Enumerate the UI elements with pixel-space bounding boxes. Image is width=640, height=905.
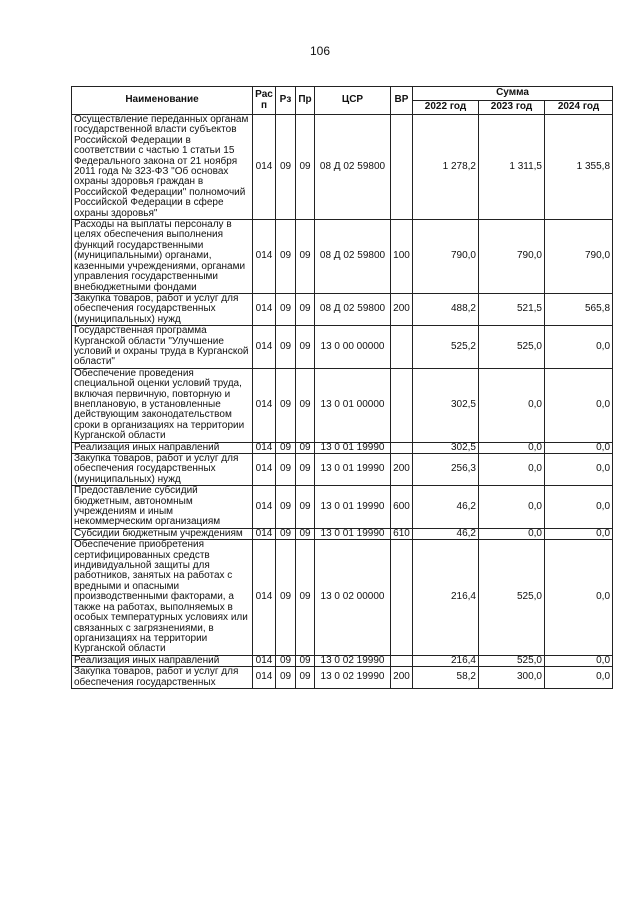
cell-2023: 0,0 <box>479 368 545 442</box>
cell-pr: 09 <box>296 293 315 325</box>
cell-pr: 09 <box>296 528 315 539</box>
cell-csr: 08 Д 02 59800 <box>315 115 391 220</box>
cell-2022: 488,2 <box>413 293 479 325</box>
cell-name: Закупка товаров, работ и услуг для обеспечения государственных <box>72 667 253 689</box>
cell-rz: 09 <box>276 442 296 453</box>
cell-2024: 0,0 <box>545 326 613 369</box>
cell-2024: 1 355,8 <box>545 115 613 220</box>
table-row <box>72 667 613 689</box>
cell-vr <box>391 368 413 442</box>
cell-2024: 0,0 <box>545 368 613 442</box>
cell-2024: 0,0 <box>545 655 613 666</box>
cell-2023: 525,0 <box>479 326 545 369</box>
cell-rasp: 014 <box>253 667 276 689</box>
cell-rasp: 014 <box>253 220 276 294</box>
page-number: 106 <box>309 44 331 58</box>
cell-vr <box>391 326 413 369</box>
cell-vr <box>391 540 413 655</box>
cell-vr: 200 <box>391 293 413 325</box>
table-row <box>72 293 613 325</box>
cell-vr <box>391 655 413 666</box>
header-2023: 2023 год <box>479 101 545 115</box>
header-name: Наименование <box>72 87 253 115</box>
cell-2022: 1 278,2 <box>413 115 479 220</box>
cell-2023: 300,0 <box>479 667 545 689</box>
cell-2024: 0,0 <box>545 540 613 655</box>
header-pr: Пр <box>296 87 315 115</box>
table-row <box>72 115 613 220</box>
cell-2022: 790,0 <box>413 220 479 294</box>
cell-rz: 09 <box>276 667 296 689</box>
header-vr: ВР <box>391 87 413 115</box>
cell-2023: 0,0 <box>479 528 545 539</box>
cell-csr: 13 0 02 19990 <box>315 655 391 666</box>
cell-2022: 302,5 <box>413 442 479 453</box>
cell-rz: 09 <box>276 115 296 220</box>
cell-2023: 0,0 <box>479 454 545 486</box>
cell-csr: 13 0 00 00000 <box>315 326 391 369</box>
cell-pr: 09 <box>296 442 315 453</box>
cell-rz: 09 <box>276 528 296 539</box>
budget-table <box>71 86 613 689</box>
cell-pr: 09 <box>296 115 315 220</box>
cell-rasp: 014 <box>253 454 276 486</box>
cell-2024: 0,0 <box>545 486 613 529</box>
cell-pr: 09 <box>296 454 315 486</box>
cell-vr: 610 <box>391 528 413 539</box>
cell-2022: 58,2 <box>413 667 479 689</box>
cell-rasp: 014 <box>253 442 276 453</box>
cell-rz: 09 <box>276 486 296 529</box>
cell-csr: 13 0 01 19990 <box>315 528 391 539</box>
cell-vr: 200 <box>391 454 413 486</box>
cell-2022: 525,2 <box>413 326 479 369</box>
cell-2023: 0,0 <box>479 442 545 453</box>
cell-2022: 46,2 <box>413 528 479 539</box>
cell-2024: 0,0 <box>545 667 613 689</box>
cell-name: Реализация иных направлений <box>72 442 253 453</box>
cell-name: Предоставление субсидий бюджетным, автономным учреждениям и иным некоммерческим организациям <box>72 486 253 529</box>
cell-rasp: 014 <box>253 655 276 666</box>
cell-2023: 525,0 <box>479 655 545 666</box>
cell-pr: 09 <box>296 220 315 294</box>
table-row <box>72 326 613 369</box>
cell-rasp: 014 <box>253 368 276 442</box>
cell-pr: 09 <box>296 326 315 369</box>
cell-2023: 790,0 <box>479 220 545 294</box>
cell-csr: 13 0 01 19990 <box>315 486 391 529</box>
table-row <box>72 486 613 529</box>
cell-2023: 521,5 <box>479 293 545 325</box>
cell-rasp: 014 <box>253 326 276 369</box>
header-csr: ЦСР <box>315 87 391 115</box>
cell-name: Обеспечение приобретения сертифицированных средств индивидуальной защиты для работников, занятых на работах с вредными и опасными производственными факторами, а также на работах, выполняемых в особых температурных условиях или связанных с загрязнениями, в организациях на территории Курганской области <box>72 540 253 655</box>
cell-2024: 565,8 <box>545 293 613 325</box>
cell-name: Закупка товаров, работ и услуг для обеспечения государственных (муниципальных) нужд <box>72 454 253 486</box>
header-rz: Рз <box>276 87 296 115</box>
cell-2024: 0,0 <box>545 454 613 486</box>
table-row <box>72 655 613 666</box>
table-row <box>72 442 613 453</box>
cell-rz: 09 <box>276 293 296 325</box>
cell-name: Расходы на выплаты персоналу в целях обеспечения выполнения функций государственными (муниципальными) органами, казенными учреждениями, органами управления государственными внебюджетными фондами <box>72 220 253 294</box>
cell-2023: 0,0 <box>479 486 545 529</box>
cell-vr <box>391 442 413 453</box>
cell-2024: 0,0 <box>545 528 613 539</box>
cell-csr: 13 0 02 00000 <box>315 540 391 655</box>
cell-rasp: 014 <box>253 293 276 325</box>
cell-rz: 09 <box>276 540 296 655</box>
cell-rasp: 014 <box>253 486 276 529</box>
cell-2022: 46,2 <box>413 486 479 529</box>
cell-rz: 09 <box>276 368 296 442</box>
cell-rz: 09 <box>276 326 296 369</box>
cell-rasp: 014 <box>253 115 276 220</box>
cell-2022: 216,4 <box>413 540 479 655</box>
cell-name: Закупка товаров, работ и услуг для обеспечения государственных (муниципальных) нужд <box>72 293 253 325</box>
table-row <box>72 454 613 486</box>
header-2024: 2024 год <box>545 101 613 115</box>
cell-vr <box>391 115 413 220</box>
cell-csr: 13 0 01 19990 <box>315 454 391 486</box>
cell-rasp: 014 <box>253 528 276 539</box>
cell-pr: 09 <box>296 655 315 666</box>
cell-2024: 0,0 <box>545 442 613 453</box>
cell-2022: 302,5 <box>413 368 479 442</box>
cell-csr: 08 Д 02 59800 <box>315 293 391 325</box>
cell-pr: 09 <box>296 667 315 689</box>
table-row <box>72 220 613 294</box>
cell-name: Субсидии бюджетным учреждениям <box>72 528 253 539</box>
cell-rz: 09 <box>276 454 296 486</box>
cell-2023: 1 311,5 <box>479 115 545 220</box>
table-body <box>72 115 613 689</box>
cell-2022: 216,4 <box>413 655 479 666</box>
cell-csr: 13 0 02 19990 <box>315 667 391 689</box>
cell-name: Реализация иных направлений <box>72 655 253 666</box>
header-2022: 2022 год <box>413 101 479 115</box>
cell-name: Обеспечение проведения специальной оценки условий труда, включая первичную, повторную и внеплановую, в установленные действующим законодательством сроки в организациях на территории Курганской области <box>72 368 253 442</box>
cell-name: Государственная программа Курганской области "Улучшение условий и охраны труда в Курганской области" <box>72 326 253 369</box>
cell-pr: 09 <box>296 540 315 655</box>
cell-rz: 09 <box>276 220 296 294</box>
cell-pr: 09 <box>296 486 315 529</box>
cell-csr: 08 Д 02 59800 <box>315 220 391 294</box>
cell-name: Осуществление переданных органам государственной власти субъектов Российской Федерации в соответствии с частью 1 статьи 15 Федерального закона от 21 ноября 2011 года № 323-ФЗ "Об основах охраны здоровья граждан в Российской Федерации" полномочий Российской Федерации в сфере охраны здоровья" <box>72 115 253 220</box>
cell-rasp: 014 <box>253 540 276 655</box>
cell-rz: 09 <box>276 655 296 666</box>
cell-csr: 13 0 01 00000 <box>315 368 391 442</box>
cell-pr: 09 <box>296 368 315 442</box>
cell-2024: 790,0 <box>545 220 613 294</box>
table-row <box>72 368 613 442</box>
header-rasp: Рас п <box>253 87 276 115</box>
table-row <box>72 540 613 655</box>
header-sum: Сумма <box>413 87 613 101</box>
table-header <box>72 87 613 115</box>
cell-2023: 525,0 <box>479 540 545 655</box>
cell-2022: 256,3 <box>413 454 479 486</box>
cell-vr: 200 <box>391 667 413 689</box>
cell-csr: 13 0 01 19990 <box>315 442 391 453</box>
cell-vr: 100 <box>391 220 413 294</box>
cell-vr: 600 <box>391 486 413 529</box>
